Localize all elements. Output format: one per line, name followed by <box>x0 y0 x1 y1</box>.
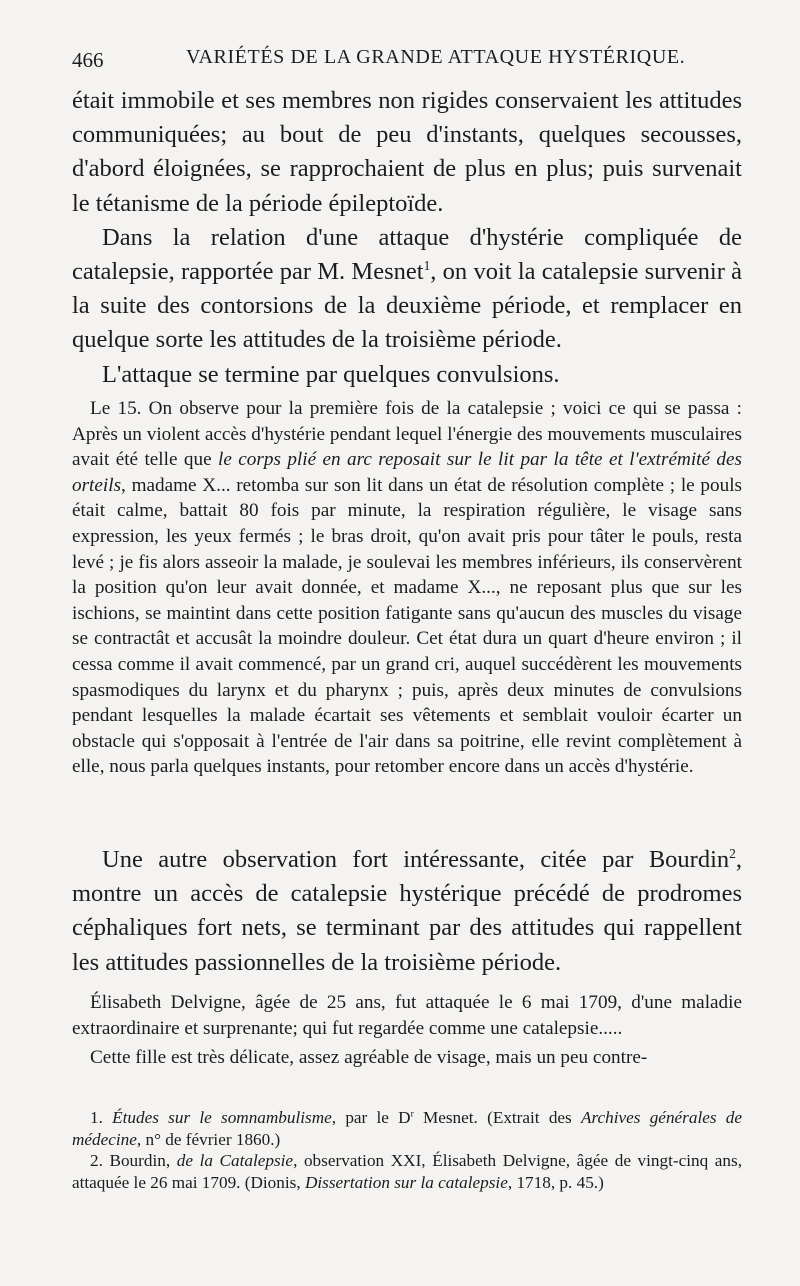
running-title: VARIÉTÉS DE LA GRANDE ATTAQUE HYSTÉRIQUE. <box>186 46 686 68</box>
footnote-2: 2. Bourdin, de la Catalepsie, observation XXI, Élisabeth Delvigne, âgée de vingt-cinq ans, attaquée le 26 mai 1709. (Dionis, Dissertation sur la catalepsie, 1718, p. 45.) <box>72 1151 743 1192</box>
main-text-top <box>72 84 742 392</box>
page-number: 466 <box>72 48 104 72</box>
quoted-observation-1: Le 15. On observe pour la première fois de la catalepsie ; voici ce qui se passa : Après un violent accès d'hystérie pendant lequel l'énergie des mouvements musculaires avait été telle que le corps plié en arc reposait sur le lit par la tête et l'extrémité des orteils, madame X... retomba sur son lit dans un état de résolution complète ; le pouls était calme, battait 80 fois par minute, la respiration régulière, le visage sans expression, les yeux fermés ; le bras droit, qu'on avait pris pour tâter le pouls, resta levé ; je fis alors asseoir la malade, je soulevai les membres inférieurs, ils conservèrent la position qu'on leur avait donnée, et madame X..., ne reposant plus que sur les ischions, se maintint dans cette position fatigante sans qu'aucun des muscles du visage se contractât et accusât la moindre douleur. Cet état dura un quart d'heure environ ; il cessa comme il avait commencé, par un grand cri, auquel succédèrent les mouvements spasmodiques du larynx et du pharynx ; puis, après deux minutes de convulsions pendant lesquelles la malade écartait ses vêtements et semblait vouloir écarter un obstacle qui s'opposait à l'entrée de l'air dans sa poitrine, elle revint complètement à elle, nous parla quelques instants, pour retomber encore dans un accès d'hystérie. <box>72 398 742 778</box>
quote-description: Cette fille est très délicate, assez agréable de visage, mais un peu contre- <box>90 1047 648 1069</box>
footnote-ref-1: 1 <box>423 257 431 273</box>
paragraph-convulsions: L'attaque se termine par quelques convulsions. <box>102 360 560 388</box>
main-text-bourdin <box>72 843 742 980</box>
footnote-1: 1. Études sur le somnambulisme, par le $D^r$ Mesnet. (Extrait des Archives générales de médecine, n° de février 1860.) <box>72 1108 742 1149</box>
paragraph-mesnet: Dans la relation d'une attaque d'hystérie compliquée de catalepsie, rapportée par M. Mesnet$^1$, on voit la catalepsie survenir à la suite des contorsions de la deuxième période, et remplacer en quelque sorte les attitudes de la troisième période. <box>72 223 743 354</box>
footnote-ref-2: 2 <box>729 845 736 861</box>
paragraph-continued: était immobile et ses membres non rigides conservaient les attitudes communiquées; au bout de peu d'instants, quelques secousses, d'abord éloignées, se rapprochaient de plus en plus; puis survenait le tétanisme de la période épileptoïde. <box>72 87 742 217</box>
page-header <box>72 44 736 74</box>
italic-phrase: le corps plié en arc reposait sur le lit par la tête et l'extrémité des orteils <box>72 449 742 496</box>
quoted-observation-2 <box>72 990 742 1071</box>
paragraph-bourdin: Une autre observation fort intéressante, citée par Bourdin$^2$, montre un accès de catalepsie hystérique précédé de prodromes céphaliques fort nets, se terminant par des attitudes qui rappellent les attitudes passionnelles de la troisième période. <box>72 845 742 976</box>
quote-delvigne: Élisabeth Delvigne, âgée de 25 ans, fut attaquée le 6 mai 1709, d'une maladie extraordinaire et surprenante; qui fut regardée comme une catalepsie..... <box>72 992 742 1039</box>
footnotes <box>72 1107 742 1193</box>
